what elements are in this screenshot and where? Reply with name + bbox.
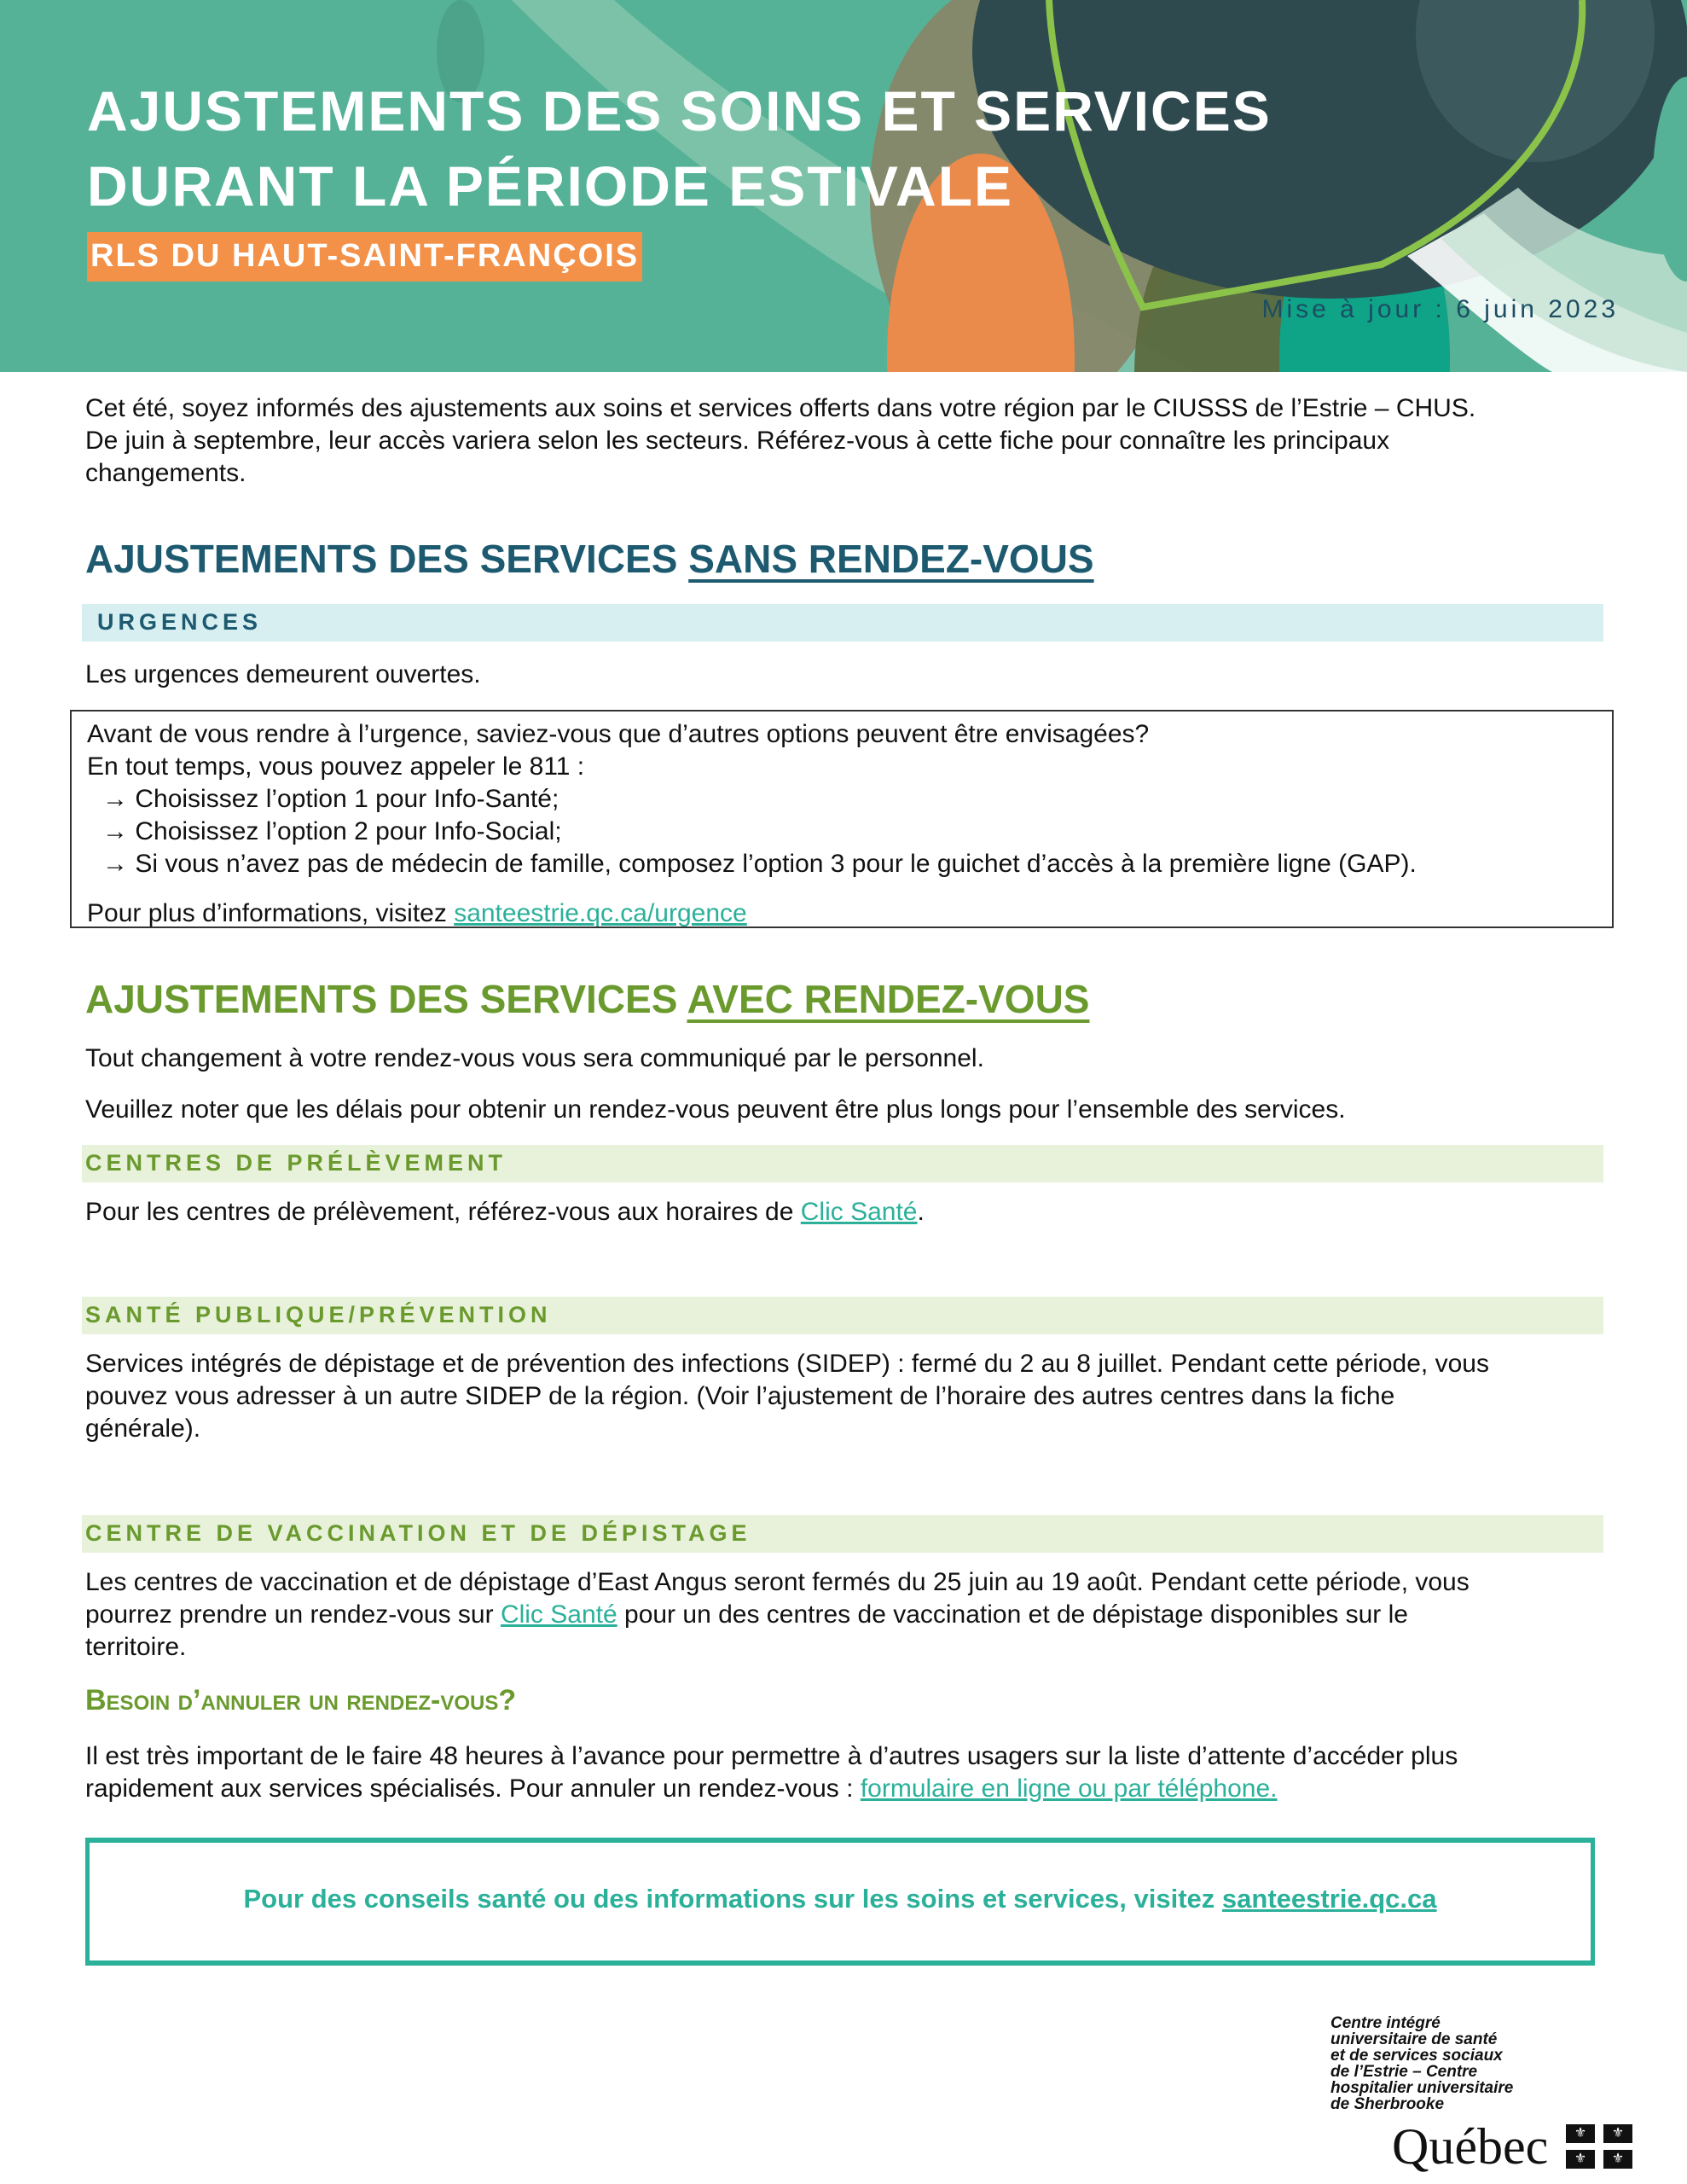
category-band-vaccination xyxy=(82,1515,1603,1553)
intro-line: De juin à septembre, leur accès variera selon les secteurs. Référez-vous à cette fiche pour connaître les principaux xyxy=(85,427,1390,455)
option-item xyxy=(87,816,1597,848)
heading-prefix: AJUSTEMENTS DES SERVICES xyxy=(85,537,689,581)
text: pour un des centres de vaccination et de dépistage disponibles sur le xyxy=(617,1600,1408,1629)
option-text: Si vous n’avez pas de médecin de famille, composez l’option 3 pour le guichet d’accès à la première ligne (GAP). xyxy=(135,850,1417,878)
text-line: générale). xyxy=(85,1414,201,1443)
quebec-wordmark: Québec xyxy=(1392,2118,1549,2175)
org-line: de l’Estrie – Centre xyxy=(1330,2063,1478,2081)
text-line: Services intégrés de dépistage et de prévention des infections (SIDEP) : fermé du 2 au 8 juillet. Pendant cette période, vous xyxy=(85,1350,1489,1378)
update-date: Mise à jour : 6 juin 2023 xyxy=(1261,295,1619,323)
heading-emphasis: AVEC RENDEZ-VOUS xyxy=(687,977,1090,1021)
vaccination-text xyxy=(85,1566,1603,1664)
cancel-text xyxy=(85,1740,1603,1805)
category-label: CENTRE DE VACCINATION ET DE DÉPISTAGE xyxy=(85,1520,751,1546)
title-line-1: AJUSTEMENTS DES SOINS ET SERVICES xyxy=(87,79,1272,142)
title-line-2: DURANT LA PÉRIODE ESTIVALE xyxy=(87,154,1014,218)
option-item xyxy=(87,848,1597,880)
region-badge: RLS DU HAUT-SAINT-FRANÇOIS xyxy=(87,232,642,282)
org-name xyxy=(1330,2015,1680,2112)
prelevement-text xyxy=(85,1196,1603,1228)
text: Pour les centres de prélèvement, référez-vous aux horaires de xyxy=(85,1198,801,1226)
category-label: URGENCES xyxy=(97,609,263,635)
fleur-de-lis-icon: ⚜ xyxy=(1566,2124,1595,2143)
more-info-line xyxy=(87,897,1597,930)
more-info-prefix: Pour plus d’informations, visitez xyxy=(87,899,455,927)
arrow-right-icon: → xyxy=(102,785,128,813)
sante-publique-text xyxy=(85,1348,1603,1445)
heading-prefix: AJUSTEMENTS DES SERVICES xyxy=(85,977,687,1021)
fleur-de-lis-icon: ⚜ xyxy=(1603,2150,1632,2169)
heading-emphasis: SANS RENDEZ-VOUS xyxy=(688,537,1094,581)
appointment-intro-1: Tout changement à votre rendez-vous vous sera communiqué par le personnel. xyxy=(85,1044,984,1072)
appointment-intro-2: Veuillez noter que les délais pour obtenir un rendez-vous peuvent être plus longs pour l’ensemble des services. xyxy=(85,1095,1346,1124)
urgences-info-box xyxy=(70,710,1614,928)
section-heading-appointment xyxy=(85,976,1089,1022)
ciusss-quebec-logo xyxy=(1330,2015,1680,2177)
cancel-form-link[interactable]: formulaire en ligne ou par téléphone. xyxy=(860,1774,1278,1803)
text-line: territoire. xyxy=(85,1633,187,1661)
text: pourrez prendre un rendez-vous sur xyxy=(85,1600,501,1629)
page-title xyxy=(87,73,1272,224)
fleur-de-lis-icon: ⚜ xyxy=(1603,2124,1632,2143)
text: . xyxy=(917,1198,925,1226)
text-line xyxy=(85,1773,1603,1805)
quebec-flag-icon xyxy=(1566,2124,1639,2175)
org-line: Centre intégré xyxy=(1330,2014,1441,2032)
category-band-prelevement xyxy=(82,1145,1603,1182)
infobox-line: En tout temps, vous pouvez appeler le 811 : xyxy=(87,752,585,781)
category-band-urgences xyxy=(82,604,1603,642)
intro-line: Cet été, soyez informés des ajustements aux soins et services offerts dans votre région par le CIUSSS de l’Estrie – CHUS. xyxy=(85,394,1476,422)
infobox-line: Avant de vous rendre à l’urgence, saviez-vous que d’autres options peuvent être envisagées? xyxy=(87,720,1150,748)
santeestrie-link[interactable]: santeestrie.qc.ca xyxy=(1221,1884,1437,1914)
org-line: et de services sociaux xyxy=(1330,2047,1503,2065)
text-line xyxy=(85,1599,1603,1631)
cta-prefix: Pour des conseils santé ou des informations sur les soins et services, visitez xyxy=(243,1884,1222,1914)
intro-line: changements. xyxy=(85,459,246,487)
org-line: hospitalier universitaire xyxy=(1330,2079,1514,2097)
urgence-link[interactable]: santeestrie.qc.ca/urgence xyxy=(454,899,747,927)
clic-sante-link[interactable]: Clic Santé xyxy=(800,1198,918,1226)
option-text: Choisissez l’option 1 pour Info-Santé; xyxy=(135,785,559,813)
header-banner xyxy=(0,0,1687,372)
org-line: de Sherbrooke xyxy=(1330,2095,1445,2113)
option-text: Choisissez l’option 2 pour Info-Social; xyxy=(135,817,562,845)
clic-sante-link[interactable]: Clic Santé xyxy=(500,1600,617,1629)
category-band-sante-publique xyxy=(82,1297,1603,1334)
category-label: SANTÉ PUBLIQUE/PRÉVENTION xyxy=(85,1302,552,1327)
arrow-right-icon: → xyxy=(102,850,128,878)
intro-paragraph xyxy=(85,392,1603,490)
text-line: Les centres de vaccination et de dépistage d’East Angus seront fermés du 25 juin au 19 août. Pendant cette période, vous xyxy=(85,1568,1470,1596)
category-label: CENTRES DE PRÉLÈVEMENT xyxy=(85,1150,507,1176)
org-line: universitaire de santé xyxy=(1330,2030,1498,2048)
text-line: pouvez vous adresser à un autre SIDEP de la région. (Voir l’ajustement de l’horaire des autres centres dans la fiche xyxy=(85,1382,1395,1410)
text: rapidement aux services spécialisés. Pour annuler un rendez-vous : xyxy=(85,1774,861,1803)
option-item xyxy=(87,783,1597,816)
cta-text xyxy=(90,1884,1591,1914)
cancel-heading: Besoin d’annuler un rendez-vous? xyxy=(85,1684,517,1716)
arrow-right-icon: → xyxy=(102,817,128,845)
urgences-text: Les urgences demeurent ouvertes. xyxy=(85,660,481,688)
fleur-de-lis-icon: ⚜ xyxy=(1566,2150,1595,2169)
text-line: Il est très important de le faire 48 heures à l’avance pour permettre à d’autres usagers sur la liste d’attente d’accéder plus xyxy=(85,1742,1458,1770)
cta-box xyxy=(85,1838,1595,1966)
section-heading-walkin xyxy=(85,536,1094,582)
